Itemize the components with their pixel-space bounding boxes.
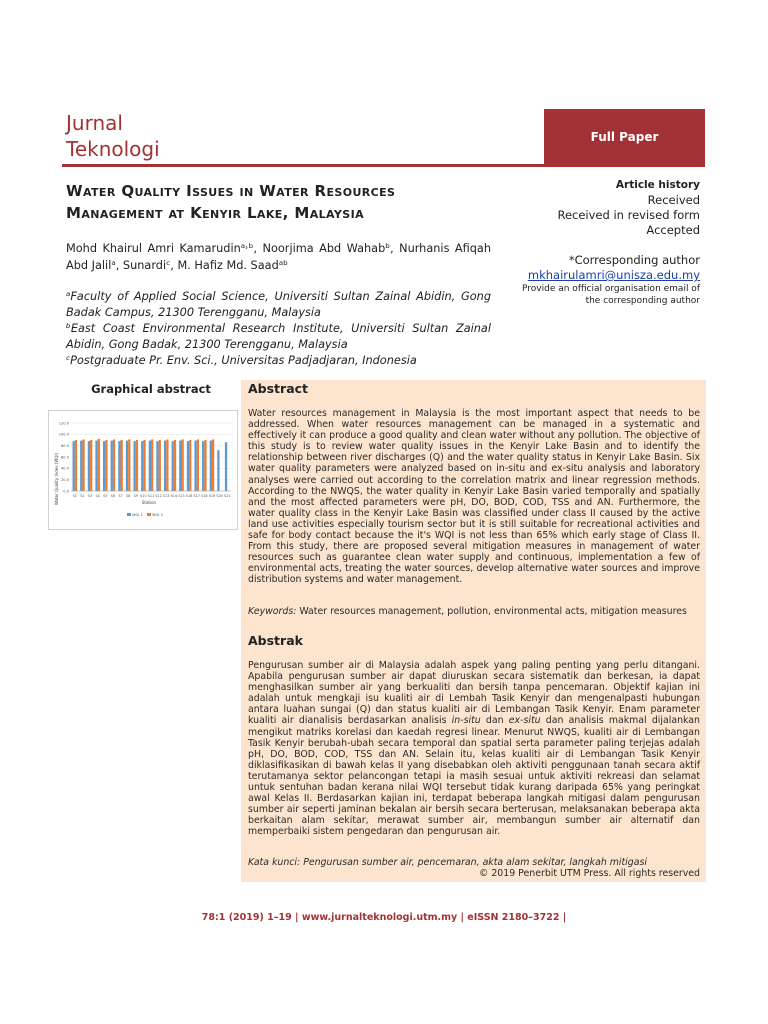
chart-xtick-label: S14 [170,494,178,498]
chart-bar [75,440,77,491]
chart-bar [121,440,123,491]
title-line2: Management at Kenyir Lake, Malaysia [66,204,365,222]
chart-xtick-label: S4 [95,494,100,498]
chart-bar [136,440,138,491]
abstrak-in-situ: in-situ [451,715,481,727]
abstrak-text-a: Pengurusan sumber air di Malaysia adalah aspek yang paling penting yang perlu ditangani. Apabila pengurusan sumber air dapat diuruskan secara sistematik dan berkesan, ia dapat menghasilkan sumber air yang berkualiti dan bersih tanpa pencemaran. Objektif kajian ini adalah untuk mengkaji isu kualiti air di Lembah Tasik Kenyir dan mengenalpasti hubungan antara luahan sungai (Q) dan status kualiti air di Lembangan Tasik Kenyir. Enam parameter kualiti air dianalisis berdasarkan analisis [248,660,700,727]
chart-bar [80,441,82,491]
corresponding-author [500,253,700,307]
chart-bar [98,439,100,491]
chart-bar [73,441,75,491]
chart-bar [194,441,196,491]
abstract-heading: Abstract [248,381,309,396]
chart-xtick-label: S19 [208,494,216,498]
chart-xtick-label: S6 [110,494,116,498]
chart-bar [126,441,128,491]
chart-legend-label: WQI 2 [152,512,163,517]
chart-ylabel: Water Quality Index (WQI) [54,452,59,506]
chart-bar [141,441,143,491]
chart-bar [118,441,120,491]
affiliation-b: ᵇEast Coast Environmental Research Institute, Universiti Sultan Zainal Abidin, Gong Badak, 21300 Terengganu, Malaysia [66,322,491,351]
chart-xlabel: Station [141,500,157,505]
chart-ytick-label: 40.0 [60,466,69,471]
chart-xtick-label: S2 [80,494,85,498]
journal-name-line2: Teknologi [66,137,160,161]
history-accepted: Accepted [646,223,700,237]
chart-bar [174,440,176,491]
chart-bar [212,439,214,491]
corresponding-note-2: the corresponding author [585,296,700,306]
chart-ytick-label: 120.0 [58,421,69,426]
chart-ytick-label: 100.0 [58,432,69,437]
chart-xtick-label: S18 [201,494,208,498]
corresponding-label: *Corresponding author [568,253,700,267]
corresponding-email-link[interactable]: mkhairulamri@unisza.edu.my [527,268,700,282]
journal-name [66,110,160,162]
journal-name-line1: Jurnal [66,111,123,135]
chart-xtick-label: S13 [163,494,170,498]
chart-bar [187,441,189,491]
chart-xtick-label: S21 [223,494,231,498]
abstrak-keywords [248,857,700,868]
corresponding-note-1: Provide an official organisation email of [522,284,700,294]
copyright: © 2019 Penerbit UTM Press. All rights reserved [478,868,700,879]
chart-xtick-label: S8 [125,494,131,498]
affiliation-a: ᵃFaculty of Applied Social Science, Universiti Sultan Zainal Abidin, Gong Badak Campus, 21300 Terengganu, Malaysia [66,290,491,319]
graphical-abstract-title: Graphical abstract [91,382,211,396]
wqi-bar-chart [49,411,237,529]
chart-bar [179,441,181,491]
full-paper-badge [544,109,705,164]
chart-xtick-label: S16 [185,494,193,498]
chart-bar [128,439,130,491]
affiliations [66,289,491,369]
authors: Mohd Khairul Amri Kamarudinᵃ˒ᵇ, Noorjima Abd Wahabᵇ, Nurhanis Afiqah Abd Jalilᵃ, Sunardiᶜ, M. Hafiz Md. Saadᵃᵇ [66,242,491,272]
history-revised: Received in revised form [557,208,700,222]
abstract-keywords [248,606,700,617]
chart-bar [95,441,97,491]
chart-bar [82,439,84,491]
chart-bar [143,440,145,491]
title-line1: Water Quality Issues in Water Resources [66,182,396,200]
chart-bar [202,441,204,491]
article-history-title: Article history [615,179,700,191]
chart-bar [225,442,227,491]
abstrak-ex-situ: ex-situ [508,715,541,727]
chart-xtick-label: S20 [216,494,223,498]
chart-bar [133,441,135,491]
kata-kunci-text: Pengurusan sumber air, pencemaran, akta alam sekitar, langkah mitigasi [303,857,647,868]
graphical-abstract-chart [48,410,238,530]
chart-bar [217,450,219,491]
chart-bar [172,441,174,491]
article-history [500,178,700,238]
chart-bar [103,441,105,491]
chart-bar [166,439,168,491]
kata-kunci-label: Kata kunci: [248,857,301,868]
chart-bar [197,439,199,491]
chart-bar [105,440,107,491]
chart-ytick-label: 0.0 [63,489,69,494]
history-received: Received [647,193,700,207]
affiliation-c: ᶜPostgraduate Pr. Env. Sci., Universitas Padjadjaran, Indonesia [66,354,417,367]
chart-bar [204,440,206,491]
chart-bar [210,441,212,491]
chart-bar [151,439,153,491]
chart-xtick-label: S3 [87,494,93,498]
abstrak-heading: Abstrak [248,633,303,648]
chart-bar [111,441,113,491]
chart-xtick-label: S10 [140,494,147,498]
chart-ytick-label: 60.0 [60,455,69,460]
page-footer: 78:1 (2019) 1–19 | www.jurnalteknologi.utm.my | eISSN 2180–3722 | [201,912,567,923]
abstract-text: Water resources management in Malaysia is the most important aspect that needs to be addressed. When water resources management can be managed in a systematic and effectively it can produce a good quality and clean water without any pollution. The objective of this study is to review water quality issues in the Kenyir Lake Basin and to identify the relationship between river discharges (Q) and the water quality status in Kenyir Lake Basin. Six water quality parameters were analyzed based on in-situ and ex-situ analysis and laboratory analyses were carried out according to the correlation matrix and linear regression methods. According to the NWQS, the water quality in Kenyir Lake Basin varied temporally and spatially and the most affected parameters were pH, DO, BOD, COD, TSS and AN. Furthermore, the water quality class in the Kenyir Lake Basin was classified under class II caused by the active land use activities especially tourism sector but it is still suitable for recreational activities and safe for body contact because the it's WQI is not less than 65% which early stage of Class II. From this study, there are proposed several mitigation measures in management of water resources such as guarantee clean water supply and continuous, implementation a few of environmental acts, treating the water sources, develop alternative water sources and improve distribution systems and water management. [248,408,700,586]
chart-xtick-label: S5 [103,494,108,498]
chart-legend-label: WQI 1 [132,512,143,517]
abstrak-text [248,660,700,838]
keywords-text: Water resources management, pollution, environmental acts, mitigation measures [299,606,687,617]
chart-bar [88,441,90,491]
chart-ytick-label: 80.0 [60,443,69,448]
chart-bar [149,441,151,491]
chart-bar [159,440,161,491]
chart-bar [164,441,166,491]
chart-bar [181,439,183,491]
chart-ytick-label: 20.0 [60,477,69,482]
chart-legend-swatch [147,513,151,516]
header-rule [62,164,705,167]
chart-bar [90,440,92,491]
chart-bar [189,440,191,491]
chart-xtick-label: S12 [155,494,162,498]
chart-xtick-label: S1 [72,494,77,498]
abstrak-dan: dan [480,715,509,727]
chart-xtick-label: S7 [118,494,123,498]
paper-title [66,180,491,224]
chart-xtick-label: S15 [178,494,185,498]
chart-bar [156,441,158,491]
full-paper-label: Full Paper [590,129,659,144]
chart-xtick-label: S9 [133,494,138,498]
chart-xtick-label: S17 [193,494,200,498]
chart-bar [113,439,115,491]
chart-legend-swatch [127,513,131,516]
keywords-label: Keywords: [248,606,297,617]
abstrak-text-b: dan analisis makmal dijalankan mengikut matriks korelasi dan kaedah regresi linear. Menurut NWQS, kualiti air di Lembangan Tasik Kenyir berubah-ubah secara temporal dan spatial serta parameter paling terjejas adalah pH, DO, BOD, COD, TSS dan AN. Selain itu, kelas kualiti air di Lembangan Tasik Kenyir diklasifikasikan di bawah kelas II yang disebabkan oleh aktiviti penggunaan tanah secara aktif terutamanya sektor pelancongan tetapi ia masih sesuai untuk aktiviti rekreasi dan selamat untuk sentuhan badan kerana nilai WQI tersebut tidak kurang daripada 65% yang peringkat awal Kelas II. Berdasarkan kajian ini, terdapat beberapa langkah mitigasi dalam pengurusan sumber air seperti jaminan bekalan air bersih secara berterusan, melaksanakan beberapa akta berkaitan alam sekitar, merawat sumber air, membangun sumber air alternatif dan memperbaiki sistem pengedaran dan pengurusan air. [248,715,700,838]
chart-xtick-label: S11 [147,494,155,498]
